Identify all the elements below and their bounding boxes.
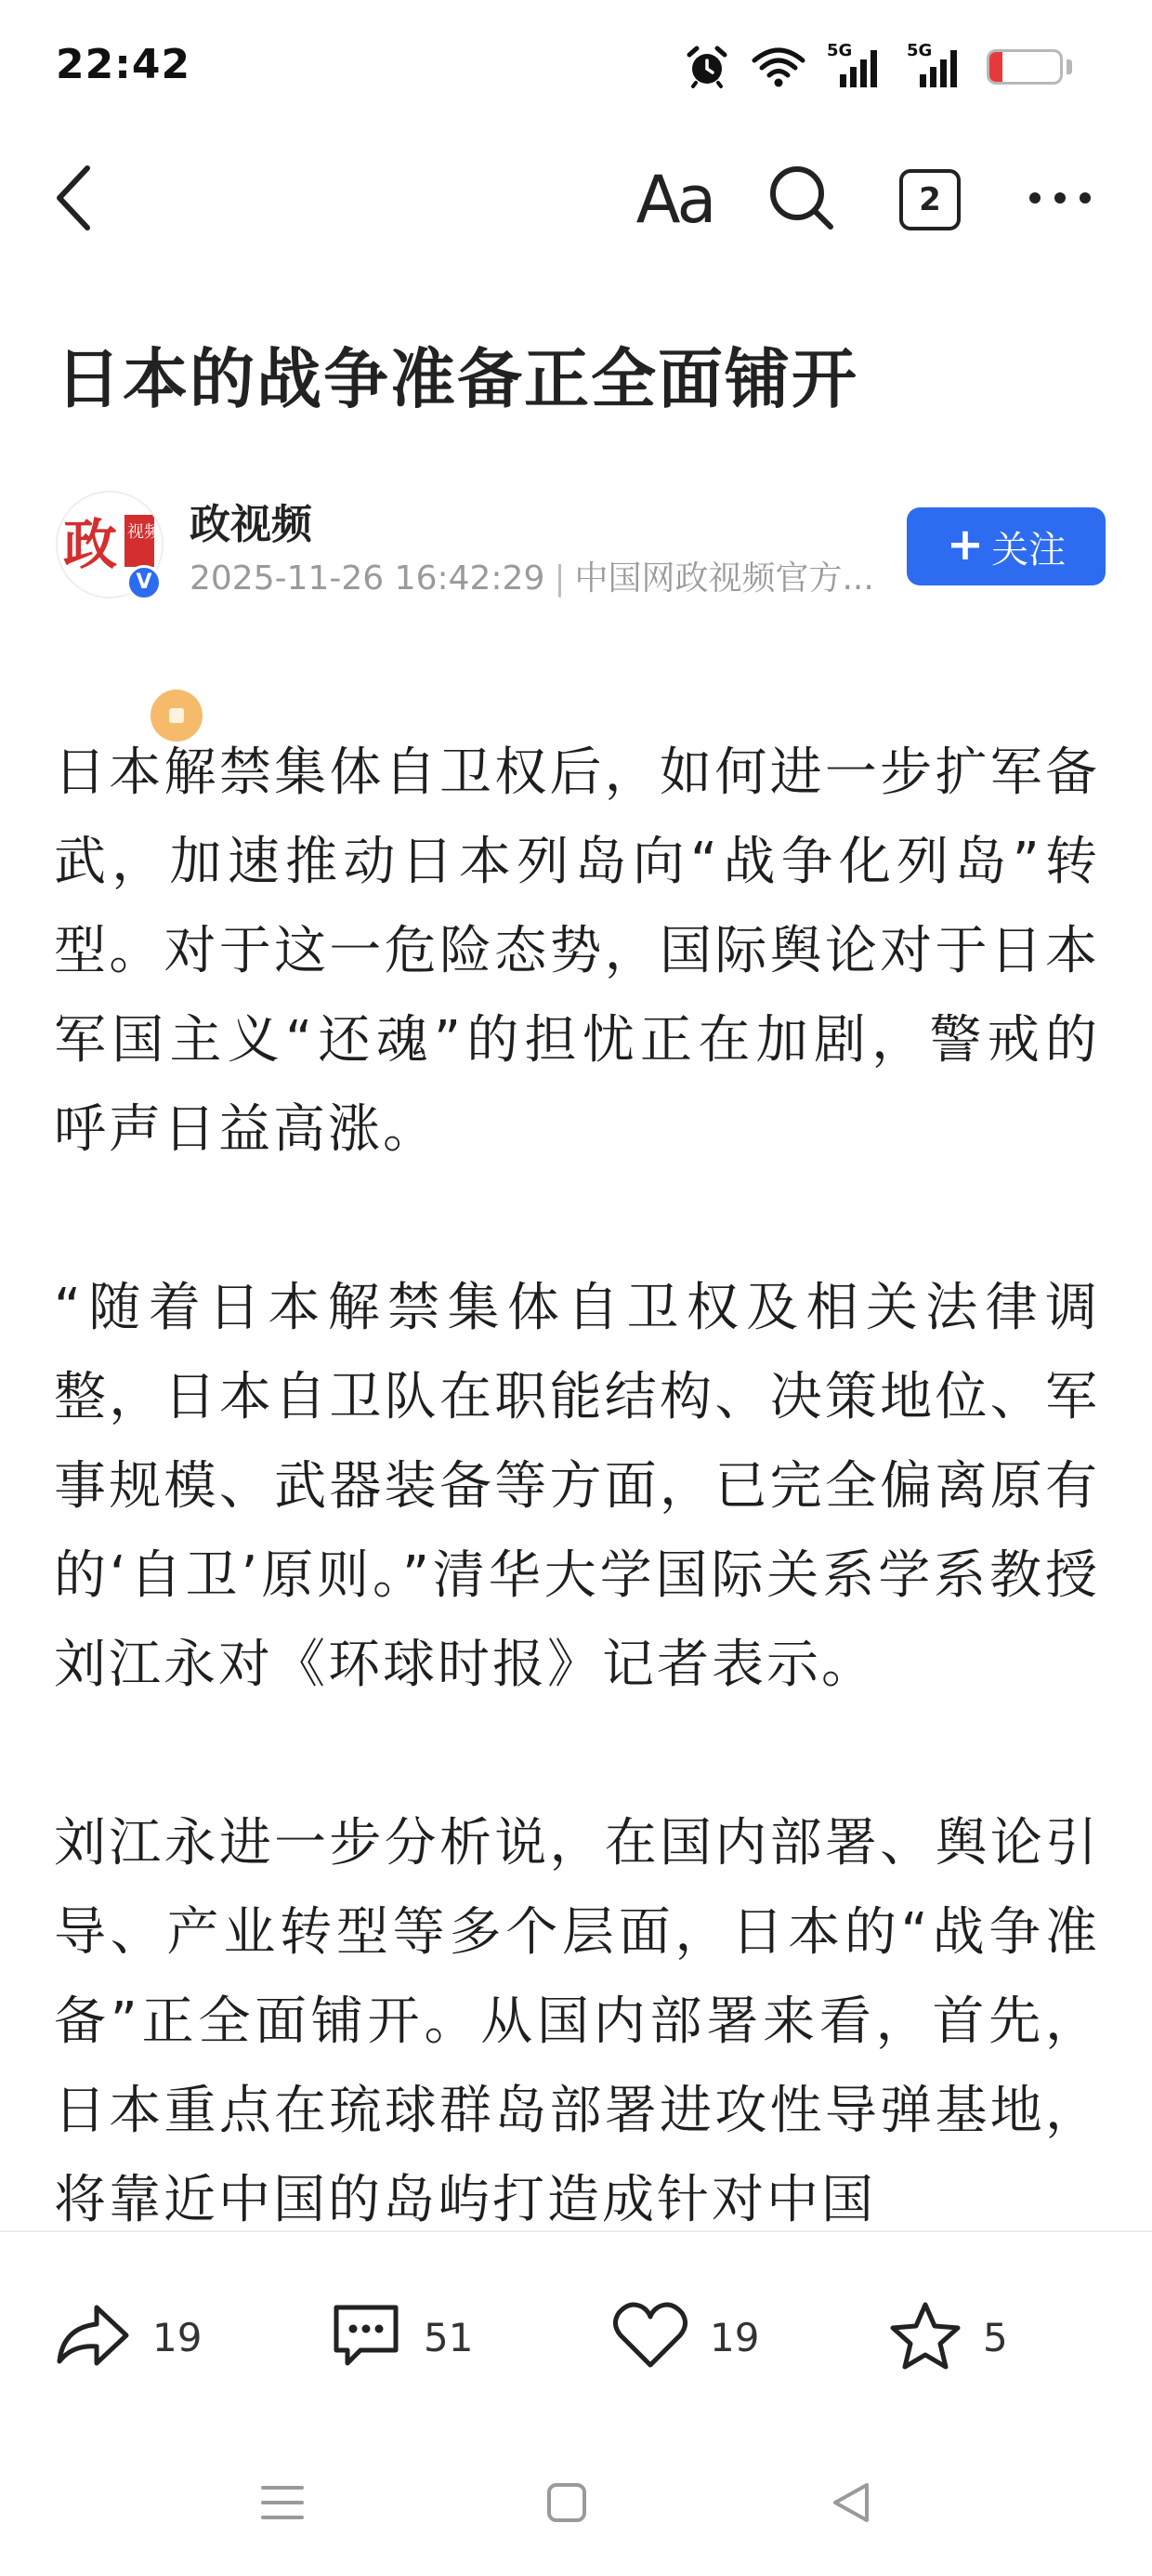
plus-icon: + xyxy=(946,519,985,571)
publish-timestamp: 2025-11-26 16:42:29 xyxy=(190,559,545,598)
system-menu-button[interactable] xyxy=(245,2472,320,2537)
alarm-icon xyxy=(684,44,730,90)
status-icons xyxy=(684,41,1072,93)
article-paragraph: 刘江永进一步分析说，在国内部署、舆论引导、产业转型等多个层面，日本的“战争准备”正全面铺开。从国内部署来看，首先，日本重点在琉球群岛部署进攻性导弹基地，将靠近中国的岛屿打造成针对中国 xyxy=(54,1813,1100,2230)
battery-icon xyxy=(987,49,1063,85)
avatar-text-side: 视频 xyxy=(127,522,161,542)
article-body xyxy=(54,729,1100,2230)
back-button[interactable] xyxy=(32,158,115,242)
system-home-button[interactable] xyxy=(530,2472,604,2537)
verified-badge: V xyxy=(126,565,162,600)
like-count: 19 xyxy=(710,2314,760,2360)
more-horizontal-icon xyxy=(1028,189,1093,211)
wifi-icon xyxy=(751,46,806,88)
article-paragraph: 日本解禁集体自卫权后，如何进一步扩军备武，加速推动日本列岛向“战争化列岛”转型。对于这一危险态势，国际舆论对于日本军国主义“还魂”的担忧正在加剧，警戒的呼声日益高涨。 xyxy=(54,743,1100,1160)
share-button[interactable] xyxy=(54,2295,202,2379)
comment-icon xyxy=(329,2300,403,2374)
status-time: 22:42 xyxy=(56,41,191,88)
avatar[interactable] xyxy=(56,491,164,598)
comment-count: 51 xyxy=(424,2314,474,2360)
favorite-count: 5 xyxy=(983,2314,1008,2360)
article-paragraph: “随着日本解禁集体自卫权及相关法律调整，日本自卫队在职能结构、决策地位、军事规模、武器装备等方面，已完全偏离原有的‘自卫’原则。”清华大学国际关系学系教授刘江永对《环球时报》记者表示。 xyxy=(54,1278,1100,1695)
heart-icon xyxy=(611,2300,689,2374)
action-bar xyxy=(0,2230,1152,2435)
system-back-button[interactable] xyxy=(814,2472,888,2537)
share-icon xyxy=(54,2300,132,2374)
search-icon xyxy=(767,164,836,236)
font-size-label: Aa xyxy=(635,162,713,238)
signal-5g-icon: 5G xyxy=(907,43,966,91)
home-square-icon xyxy=(545,2481,588,2528)
font-size-button[interactable] xyxy=(628,158,721,242)
battery-cap xyxy=(1067,59,1072,74)
back-triangle-icon xyxy=(830,2481,872,2528)
author-meta xyxy=(190,552,874,599)
more-button[interactable] xyxy=(1018,158,1102,242)
chevron-left-icon xyxy=(50,163,97,237)
tabs-count: 2 xyxy=(899,169,961,230)
favorite-button[interactable] xyxy=(888,2295,1008,2379)
meta-separator: | xyxy=(554,559,566,598)
comment-button[interactable] xyxy=(329,2295,473,2379)
top-nav xyxy=(0,139,1152,260)
share-count: 19 xyxy=(152,2314,203,2360)
battery-level: 19 xyxy=(1006,51,1043,82)
follow-button[interactable] xyxy=(907,507,1106,585)
status-bar xyxy=(0,0,1152,130)
tabs-button[interactable] xyxy=(888,158,972,242)
author-name[interactable]: 政视频 xyxy=(190,501,312,548)
floating-dot-square xyxy=(169,708,184,723)
menu-icon xyxy=(259,2482,306,2527)
like-button[interactable] xyxy=(611,2295,759,2379)
star-icon xyxy=(888,2300,962,2374)
author-row xyxy=(56,491,1106,602)
avatar-text-main: 政 xyxy=(63,513,118,576)
system-nav-bar xyxy=(0,2435,1152,2576)
follow-label: 关注 xyxy=(991,528,1067,572)
search-button[interactable] xyxy=(760,158,844,242)
page-title: 日本的战争准备正全面铺开 xyxy=(56,341,858,417)
signal-5g-icon: 5G xyxy=(827,43,886,91)
source-label: 中国网政视频官方... xyxy=(574,559,874,598)
